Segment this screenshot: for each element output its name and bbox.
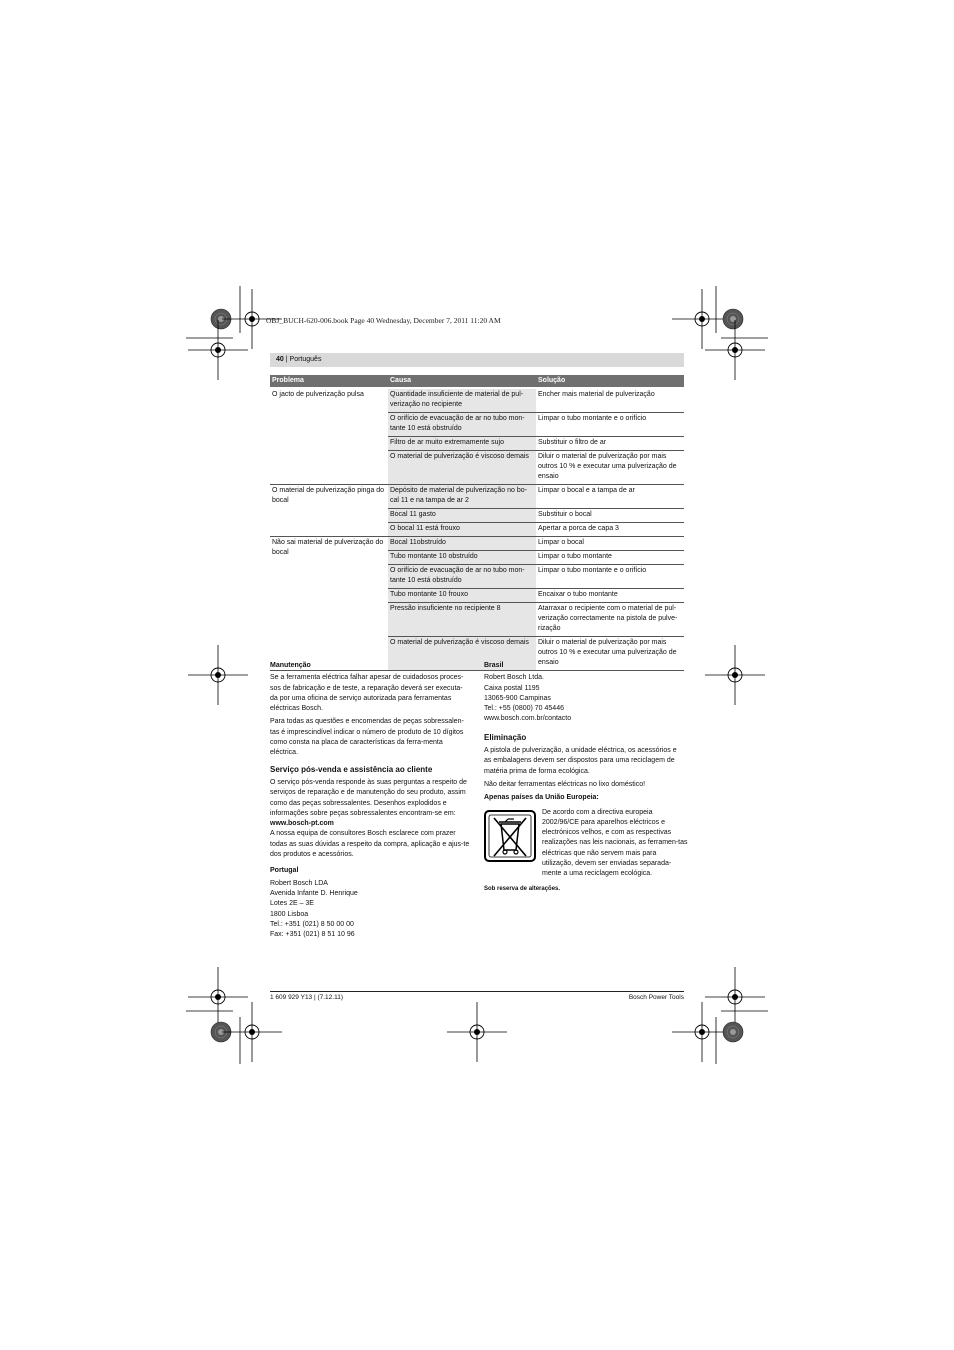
header-cause: Causa xyxy=(388,375,536,388)
service-title: Serviço pós-venda e assistência ao cliente xyxy=(270,764,433,774)
service-url[interactable]: www.bosch-pt.com xyxy=(270,820,334,828)
reserve-note: Sob reserva de alterações. xyxy=(484,885,561,892)
table-row xyxy=(270,537,684,551)
footer-divider xyxy=(270,991,684,992)
footer-brand: Bosch Power Tools xyxy=(628,994,684,1001)
disposal-paragraph-2: Não deitar ferramentas eléctricas no lixo doméstico! xyxy=(484,780,646,788)
crossed-out-wheelie-bin-icon xyxy=(484,810,536,862)
eu-only-title: Apenas países da União Europeia: xyxy=(484,794,599,802)
brasil-address-line: Robert Bosch Ltda. xyxy=(484,674,544,682)
footer-doc-code: 1 609 929 Y13 | (7.12.11) xyxy=(270,994,344,1001)
solution-cell: Limpar o tubo montante e o orifício xyxy=(536,413,684,437)
disposal-title: Eliminação xyxy=(484,732,527,742)
portugal-address-line: Avenida Infante D. Henrique xyxy=(270,889,358,897)
weee-directive-text: De acordo com a directiva europeia 2002/96/CE para aparelhos eléctricos e electrónicos velhos, e com as respectivas realizações nas leis nacionais, as ferramen-tas eléctricas que não servem mais para utilização, devem ser enviadas separada-mente a uma reciclagem ecológica. xyxy=(542,808,688,878)
portugal-address xyxy=(270,879,470,941)
solution-cell: Encher mais material de pulverização xyxy=(536,388,684,413)
service-paragraph-2: A nossa equipa de consultores Bosch esclarece com prazer todas as suas dúvidas a respeito da compra, aplicação e ajus-te dos produtos e acessórios. xyxy=(270,830,470,859)
solution-cell: Substituir o filtro de ar xyxy=(536,437,684,451)
header-solution: Solução xyxy=(536,375,684,388)
solution-cell: Limpar o tubo montante xyxy=(536,551,684,565)
cause-cell: O material de pulverização é viscoso demais xyxy=(388,451,536,485)
table-row xyxy=(270,388,684,413)
page-language: Português xyxy=(289,356,322,363)
portugal-title: Portugal xyxy=(270,867,299,875)
page-separator: | xyxy=(285,356,288,363)
problem-cell: O material de pulverização pinga do bocal xyxy=(270,485,388,537)
cause-cell: O orifício de evacuação de ar no tubo mon-tante 10 está obstruído xyxy=(388,565,536,589)
brasil-url[interactable]: www.bosch.com.br/contacto xyxy=(484,715,572,723)
solution-cell: Apertar a porca de capa 3 xyxy=(536,523,684,537)
solution-cell: Substituir o bocal xyxy=(536,509,684,523)
portugal-fax: Fax: +351 (021) 8 51 10 96 xyxy=(270,931,355,939)
maintenance-paragraph-2: Para todas as questões e encomendas de peças sobressalen-tas é imprescindível indicar o número de produto de 10 dígitos como consta na placa de características da ferra-menta eléctrica. xyxy=(270,718,464,757)
cause-cell: O bocal 11 está frouxo xyxy=(388,523,536,537)
cause-cell: O orifício de evacuação de ar no tubo mon-tante 10 está obstruído xyxy=(388,413,536,437)
cause-cell: Depósito de material de pulverização no bo-cal 11 e na tampa de ar 2 xyxy=(388,485,536,509)
cause-cell: Pressão insuficiente no recipiente 8 xyxy=(388,603,536,637)
troubleshooting-table-wrapper xyxy=(270,375,684,671)
portugal-address-line: Lotes 2E – 3E xyxy=(270,900,314,908)
header-problem: Problema xyxy=(270,375,388,388)
brasil-address-line: Caixa postal 1195 xyxy=(484,684,540,692)
solution-cell: Limpar o bocal e a tampa de ar xyxy=(536,485,684,509)
disposal-paragraph-1: A pistola de pulverização, a unidade eléctrica, os acessórios e as embalagens devem ser dispostos para uma reciclagem de matéria prima de forma ecológica. xyxy=(484,747,677,775)
table-row xyxy=(270,485,684,509)
solution-cell: Limpar o bocal xyxy=(536,537,684,551)
right-column xyxy=(484,661,688,894)
solution-cell: Diluir o material de pulverização por mais outros 10 % e executar uma pulverização de ensaio xyxy=(536,637,684,671)
cause-cell: Quantidade insuficiente de material de pul-verização no recipiente xyxy=(388,388,536,413)
brasil-address xyxy=(484,673,684,724)
problem-cell: O jacto de pulverização pulsa xyxy=(270,388,388,485)
brasil-title: Brasil xyxy=(484,662,504,669)
brasil-address-line: 13065-900 Campinas xyxy=(484,694,551,702)
weee-block xyxy=(484,808,688,886)
cause-cell: Tubo montante 10 frouxo xyxy=(388,589,536,603)
portugal-address-line: Robert Bosch LDA xyxy=(270,879,328,887)
table-header-row xyxy=(270,375,684,388)
portugal-phone: Tel.: +351 (021) 8 50 00 00 xyxy=(270,920,354,928)
solution-cell: Diluir o material de pulverização por mais outros 10 % e executar uma pulverização de ensaio xyxy=(536,451,684,485)
maintenance-paragraph-1: Se a ferramenta eléctrica falhar apesar de cuidadosos proces-sos de fabricação e de teste, a reparação deverá ser executa-da por uma oficina de serviço autorizada para ferramentas eléctricas Bosch. xyxy=(270,674,464,713)
service-paragraph-1: O serviço pós-venda responde às suas perguntas a respeito de serviços de reparação e de manutenção do seu produto, assim como das peças sobressalentes. Desenhos explodidos e informações sobre peças sobressalentes encontram-se em: xyxy=(270,778,467,817)
portugal-address-line: 1800 Lisboa xyxy=(270,910,309,918)
problem-cell: Não sai material de pulverização do bocal xyxy=(270,537,388,671)
cause-cell: Bocal 11 gasto xyxy=(388,509,536,523)
cause-cell: Tubo montante 10 obstruído xyxy=(388,551,536,565)
cause-cell: O material de pulverização é viscoso demais xyxy=(388,637,536,671)
print-header: OBJ_BUCH-620-006.book Page 40 Wednesday, December 7, 2011 11:20 AM xyxy=(266,316,501,325)
solution-cell: Encaixar o tubo montante xyxy=(536,589,684,603)
table-body xyxy=(270,388,684,671)
brasil-phone: Tel.: +55 (0800) 70 45446 xyxy=(484,705,564,713)
cause-cell: Bocal 11obstruído xyxy=(388,537,536,551)
solution-cell: Atarraxar o recipiente com o material de pul-verização correctamente na pistola de pulve-rização xyxy=(536,603,684,637)
left-column xyxy=(270,661,470,940)
troubleshooting-table xyxy=(270,375,684,671)
cause-cell: Filtro de ar muito extremamente sujo xyxy=(388,437,536,451)
page-header-bar xyxy=(270,353,684,367)
page-number: 40 xyxy=(276,356,284,363)
maintenance-title: Manutenção xyxy=(270,662,311,669)
solution-cell: Limpar o tubo montante e o orifício xyxy=(536,565,684,589)
